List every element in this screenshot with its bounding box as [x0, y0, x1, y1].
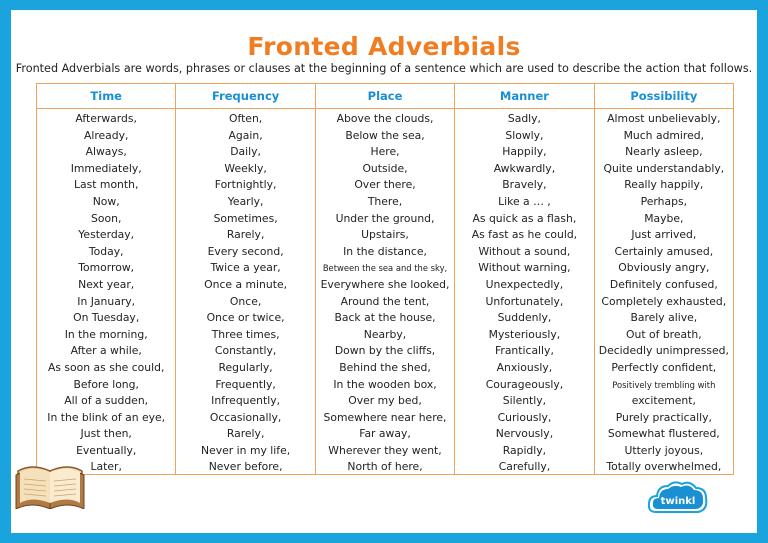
- list-item: Fortnightly,: [214, 178, 277, 192]
- list-item: In January,: [77, 294, 136, 308]
- list-item: Next year,: [78, 277, 135, 291]
- list-item: Never before,: [208, 460, 283, 474]
- list-item: Anxiously,: [496, 360, 553, 374]
- list-item: In the blink of an eye,: [47, 410, 166, 424]
- list-item: Never in my life,: [201, 443, 291, 457]
- column-heading: Manner: [455, 84, 593, 109]
- intro-text: Fronted Adverbials are words, phrases or clauses at the beginning of a sentence which are used to describe the action that follows.: [15, 62, 753, 75]
- list-item: In the wooden box,: [333, 377, 437, 391]
- open-book-icon: [14, 457, 86, 509]
- list-item: Once,: [229, 294, 262, 308]
- list-item: Regularly,: [218, 360, 273, 374]
- list-item: Today,: [88, 244, 124, 258]
- list-item: Above the clouds,: [336, 112, 434, 125]
- list-item: Out of breath,: [625, 327, 702, 341]
- column-heading: Possibility: [595, 84, 733, 109]
- list-item: Later,: [90, 460, 122, 474]
- list-item: Barely alive,: [630, 311, 698, 325]
- list-item: Like a … ,: [498, 194, 551, 208]
- list-item: Afterwards,: [75, 112, 137, 125]
- list-item: Suddenly,: [497, 311, 552, 325]
- list-item: Outside,: [362, 161, 408, 175]
- list-item: Perhaps,: [640, 194, 688, 208]
- list-item: Perfectly confident,: [611, 360, 717, 374]
- list-item: Certainly amused,: [614, 244, 714, 258]
- list-item: Nearly asleep,: [625, 145, 703, 159]
- list-item: Sometimes,: [213, 211, 278, 225]
- list-item: Decidedly unimpressed,: [598, 344, 729, 358]
- list-item: Just then,: [80, 427, 132, 441]
- list-item: Without a sound,: [478, 244, 571, 258]
- column-heading: Place: [316, 84, 454, 109]
- list-item: Last month,: [74, 178, 139, 192]
- list-item: Somewhat flustered,: [607, 427, 720, 441]
- list-item: Slowly,: [505, 128, 544, 142]
- list-item: There,: [367, 194, 403, 208]
- list-item: Around the tent,: [340, 294, 430, 308]
- worksheet: [11, 10, 757, 533]
- list-item: Quite understandably,: [603, 161, 725, 175]
- list-item: Totally overwhelmed,: [606, 460, 722, 474]
- list-item: Rarely,: [226, 228, 265, 242]
- list-item: Carefully,: [498, 460, 551, 474]
- list-item: Almost unbelievably,: [607, 112, 721, 125]
- list-item: Here,: [370, 145, 400, 159]
- list-item: Purely practically,: [615, 410, 712, 424]
- list-item: Yearly,: [227, 194, 264, 208]
- list-item: Three times,: [211, 327, 280, 341]
- column-items: [595, 109, 733, 476]
- column-manner: [455, 84, 594, 474]
- column-items: [316, 109, 454, 476]
- list-item: Unexpectedly,: [485, 277, 564, 291]
- list-item: Upstairs,: [361, 228, 409, 242]
- list-item: Completely exhausted,: [601, 294, 727, 308]
- list-item: Positively trembling with: [612, 379, 716, 390]
- list-item: Every second,: [207, 244, 284, 258]
- list-item: Tomorrow,: [78, 261, 135, 275]
- list-item: Weekly,: [224, 161, 267, 175]
- list-item: Yesterday,: [78, 228, 135, 242]
- list-item: Again,: [228, 128, 263, 142]
- list-item: Before long,: [73, 377, 139, 391]
- page-title: Fronted Adverbials: [247, 32, 521, 61]
- list-item: Utterly joyous,: [624, 443, 704, 457]
- list-item: Nearby,: [363, 327, 407, 341]
- list-item: Below the sea,: [345, 128, 425, 142]
- list-item: Sadly,: [507, 112, 541, 125]
- column-place: [316, 84, 455, 474]
- list-item: Awkwardly,: [493, 161, 556, 175]
- list-item: Frequently,: [215, 377, 276, 391]
- column-time: [37, 84, 176, 474]
- list-item: As soon as she could,: [47, 360, 165, 374]
- list-item: Down by the cliffs,: [334, 344, 436, 358]
- list-item: Always,: [85, 145, 127, 159]
- list-item: Obviously angry,: [618, 261, 710, 275]
- list-item: Happily,: [502, 145, 547, 159]
- list-item: On Tuesday,: [73, 311, 140, 325]
- list-item: Occasionally,: [209, 410, 282, 424]
- list-item: Over there,: [354, 178, 416, 192]
- list-item: Soon,: [91, 211, 122, 225]
- list-item: Under the ground,: [335, 211, 435, 225]
- list-item: Rapidly,: [502, 443, 547, 457]
- list-item: Rarely,: [226, 427, 265, 441]
- list-item: Already,: [83, 128, 129, 142]
- column-frequency: [176, 84, 315, 474]
- twinkl-logo: [646, 476, 710, 518]
- list-item: As quick as a flash,: [472, 211, 577, 225]
- list-item: Just arrived,: [631, 228, 697, 242]
- list-item: Everywhere she looked,: [320, 277, 450, 291]
- list-item: Far away,: [359, 427, 411, 441]
- list-item: Bravely,: [502, 178, 547, 192]
- column-items: [37, 109, 175, 476]
- adverbials-table: [36, 83, 734, 475]
- list-item: Behind the shed,: [339, 360, 431, 374]
- list-item: All of a sudden,: [64, 394, 149, 408]
- list-item: Over my bed,: [348, 394, 422, 408]
- list-item: Now,: [92, 194, 120, 208]
- list-item: Nervously,: [495, 427, 554, 441]
- list-item: Wherever they went,: [328, 443, 442, 457]
- list-item: After a while,: [70, 344, 142, 358]
- list-item: Infrequently,: [211, 394, 281, 408]
- logo-text: twinkl: [660, 496, 696, 507]
- list-item: In the morning,: [64, 327, 148, 341]
- list-item: Without warning,: [478, 261, 571, 275]
- list-item: Twice a year,: [210, 261, 281, 275]
- column-heading: Time: [37, 84, 175, 109]
- list-item: Mysteriously,: [488, 327, 561, 341]
- list-item: Once a minute,: [204, 277, 288, 291]
- column-heading: Frequency: [176, 84, 314, 109]
- list-item: Back at the house,: [334, 311, 436, 325]
- list-item: Between the sea and the sky,: [322, 263, 448, 274]
- list-item: North of here,: [347, 460, 423, 474]
- list-item: Once or twice,: [206, 311, 285, 325]
- column-possibility: [595, 84, 733, 474]
- list-item: Often,: [228, 112, 263, 125]
- list-item: Frantically,: [494, 344, 554, 358]
- list-item: Maybe,: [644, 211, 684, 225]
- list-item: Immediately,: [70, 161, 142, 175]
- list-item: Daily,: [230, 145, 261, 159]
- list-item: excitement,: [631, 394, 696, 408]
- list-item: Somewhere near here,: [323, 410, 447, 424]
- list-item: As fast as he could,: [471, 228, 578, 242]
- list-item: Unfortunately,: [485, 294, 564, 308]
- list-item: Definitely confused,: [609, 277, 718, 291]
- list-item: Eventually,: [76, 443, 137, 457]
- column-items: [455, 109, 593, 476]
- column-items: [176, 109, 314, 476]
- list-item: Really happily,: [624, 178, 704, 192]
- list-item: Curiously,: [497, 410, 552, 424]
- list-item: Constantly,: [214, 344, 277, 358]
- list-item: Silently,: [502, 394, 547, 408]
- list-item: Courageously,: [485, 377, 564, 391]
- list-item: Much admired,: [623, 128, 705, 142]
- list-item: In the distance,: [343, 244, 427, 258]
